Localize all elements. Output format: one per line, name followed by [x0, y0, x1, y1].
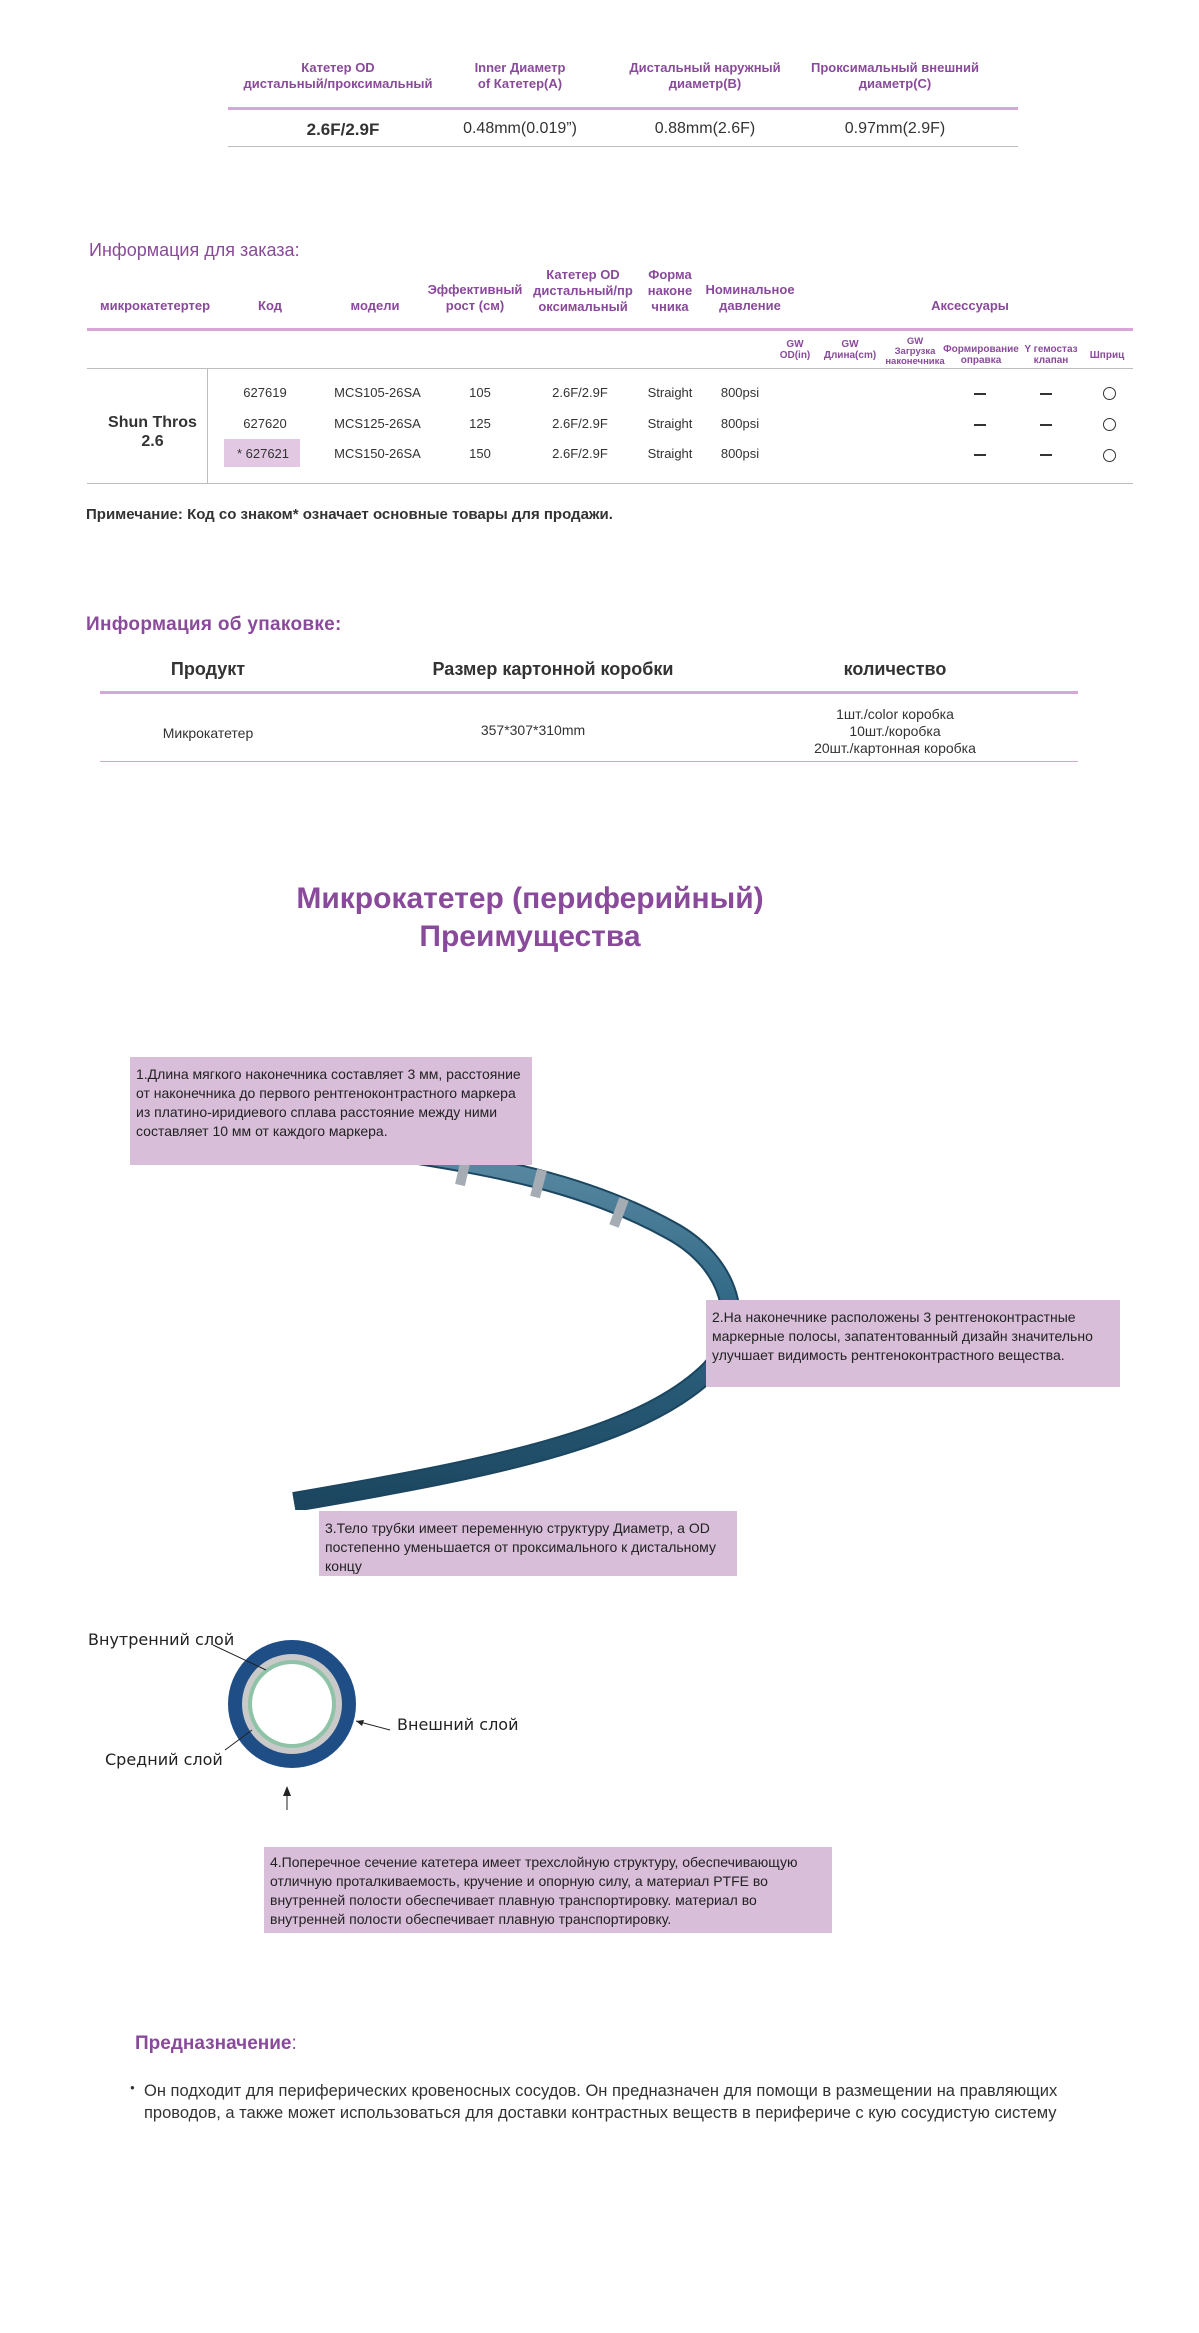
spec-value-inner: 0.48mm(0.019”) — [463, 120, 577, 137]
dash-y-valve — [1040, 393, 1052, 395]
row-od: 2.6F/2.9F — [552, 446, 608, 461]
section-pointer-arrow — [283, 1786, 291, 1796]
syringe-circle-icon — [1103, 418, 1116, 431]
order-header-tip-shape: Форма наконе чника — [647, 267, 693, 314]
packaging-header-quantity: количество — [843, 659, 947, 679]
order-header-code: Код — [258, 298, 282, 313]
order-subheader-line — [87, 368, 1133, 369]
dash-y-valve — [1040, 454, 1052, 456]
label-inner-layer: Внутренний слой — [88, 1630, 235, 1649]
order-subheader-gw-od: GW OD(in) — [779, 339, 811, 361]
packaging-bottom-line — [100, 761, 1078, 762]
spec-value-od: 2.6F/2.9F — [306, 120, 380, 139]
advantage-note-4: 4.Поперечное сечение катетера имеет трехслойную структуру, обеспечивающую отличную проталкиваемость, кручение и опорную силу, а материал PTFE во внутренней полости обеспечивает плавную транспортировку. материал во внутренней полости обеспечивает плавную транспортировку. — [264, 1847, 832, 1933]
order-product-name: Shun Thros 2.6 — [108, 414, 197, 450]
packaging-quantity-line: 10шт./коробка — [849, 723, 941, 739]
order-bottom-line — [87, 483, 1133, 484]
row-pressure: 800psi — [720, 446, 760, 461]
order-header-models: модели — [350, 298, 400, 313]
row-model: MCS150-26SA — [334, 446, 421, 461]
row-pressure: 800psi — [720, 416, 760, 431]
advantage-note-1: 1.Длина мягкого наконечника составляет 3 мм, расстояние от наконечника до первого рентгеноконтрастного маркера из платино-иридиевого сплава расстояние между ними составляет 10 мм от каждого маркера. — [130, 1057, 532, 1165]
packaging-quantity-line: 1шт./color коробка — [836, 706, 954, 722]
order-header-effective: Эффективный рост (см) — [427, 282, 523, 313]
row-shape: Straight — [647, 416, 693, 431]
advantages-title — [230, 880, 830, 956]
row-code: * 627621 — [236, 446, 290, 461]
advantages-title-line2: Преимущества — [419, 920, 641, 953]
order-header-microcatheter: микрокатетертер — [99, 298, 211, 313]
syringe-circle-icon — [1103, 449, 1116, 462]
order-title: Информация для заказа: — [89, 240, 300, 260]
row-code: 627620 — [243, 416, 287, 431]
order-note: Примечание: Код со знаком* означает основные товары для продажи. — [86, 506, 613, 523]
packaging-quantity-line: 20шт./картонная коробка — [814, 740, 976, 756]
packaging-product: Микрокатетер — [162, 725, 254, 741]
row-shape: Straight — [647, 446, 693, 461]
packaging-title: Информация об упаковке: — [86, 614, 342, 635]
packaging-quantity — [745, 706, 1045, 757]
order-header-divider — [87, 328, 1133, 331]
label-outer-layer: Внешний слой — [397, 1715, 519, 1734]
advantage-note-2: 2.На наконечнике расположены 3 рентгеноконтрастные маркерные полосы, запатентованный дизайн значительно улучшает видимость рентгеноконтрастного вещества. — [706, 1300, 1120, 1387]
row-length: 105 — [469, 385, 491, 400]
dash-shaping — [974, 424, 986, 426]
row-model: MCS125-26SA — [334, 416, 421, 431]
purpose-text: Он подходит для периферических кровеносных сосудов. Он предназначен для помощи в размещении на правляющих проводов, а также может использоваться для доставки контрастных веществ в перифериче с кую сосудистую систему — [144, 2082, 1058, 2122]
dash-y-valve — [1040, 424, 1052, 426]
catheter-tube — [294, 1152, 731, 1502]
row-od: 2.6F/2.9F — [552, 416, 608, 431]
order-subheader-gw-loading: GW Загрузка наконечника — [885, 336, 945, 367]
purpose-bullet-icon: ● — [130, 2083, 135, 2092]
order-subheader-gw-length: GW Длина(cm) — [823, 339, 877, 361]
spec-header-proximal: Проксимальный внешний диаметр(С) — [810, 60, 979, 91]
purpose-title-colon: : — [291, 2033, 297, 2054]
spec-value-proximal: 0.97mm(2.9F) — [844, 120, 946, 137]
dash-shaping — [974, 454, 986, 456]
order-subheader-syringe: Шприц — [1089, 350, 1125, 361]
order-subheader-shaping: Формирование оправка — [943, 344, 1019, 366]
spec-header-inner: Inner Диаметр of Катетер(A) — [474, 60, 566, 91]
purpose-title-text: Предназначение — [135, 2033, 292, 2054]
lumen — [252, 1664, 332, 1744]
spec-header-distal: Дистальный наружный диаметр(B) — [629, 60, 781, 91]
label-middle-layer: Средний слой — [105, 1750, 223, 1769]
row-shape: Straight — [647, 385, 693, 400]
order-header-od: Катетер OD дистальный/пр оксимальный — [533, 267, 633, 314]
purpose-title — [135, 2033, 297, 2055]
spec-header-od: Катетер OD дистальный/проксимальный — [243, 60, 433, 91]
dash-shaping — [974, 393, 986, 395]
packaging-header-size: Размер картонной коробки — [432, 659, 674, 679]
row-od: 2.6F/2.9F — [552, 385, 608, 400]
row-code: 627619 — [243, 385, 287, 400]
syringe-circle-icon — [1103, 387, 1116, 400]
advantage-note-3: 3.Тело трубки имеет переменную структуру Диаметр, а OD постепенно уменьшается от проксимального к дистальному концу — [319, 1511, 737, 1576]
leader-outer-arrow — [356, 1720, 364, 1726]
packaging-divider — [100, 691, 1078, 694]
spec-value-distal: 0.88mm(2.6F) — [654, 120, 756, 137]
order-subheader-y-valve: Y гемостаз клапан — [1024, 344, 1078, 366]
spec-divider — [228, 107, 1018, 110]
row-pressure: 800psi — [720, 385, 760, 400]
spec-bottom-line — [228, 146, 1018, 147]
row-model: MCS105-26SA — [334, 385, 421, 400]
packaging-size: 357*307*310mm — [480, 722, 586, 738]
packaging-header-product: Продукт — [170, 659, 246, 679]
advantages-title-line1: Микрокатетер (периферийный) — [296, 882, 764, 915]
row-length: 125 — [469, 416, 491, 431]
row-length: 150 — [469, 446, 491, 461]
order-header-accessories: Аксессуары — [931, 298, 1009, 313]
order-header-pressure: Номинальное давление — [705, 282, 795, 313]
